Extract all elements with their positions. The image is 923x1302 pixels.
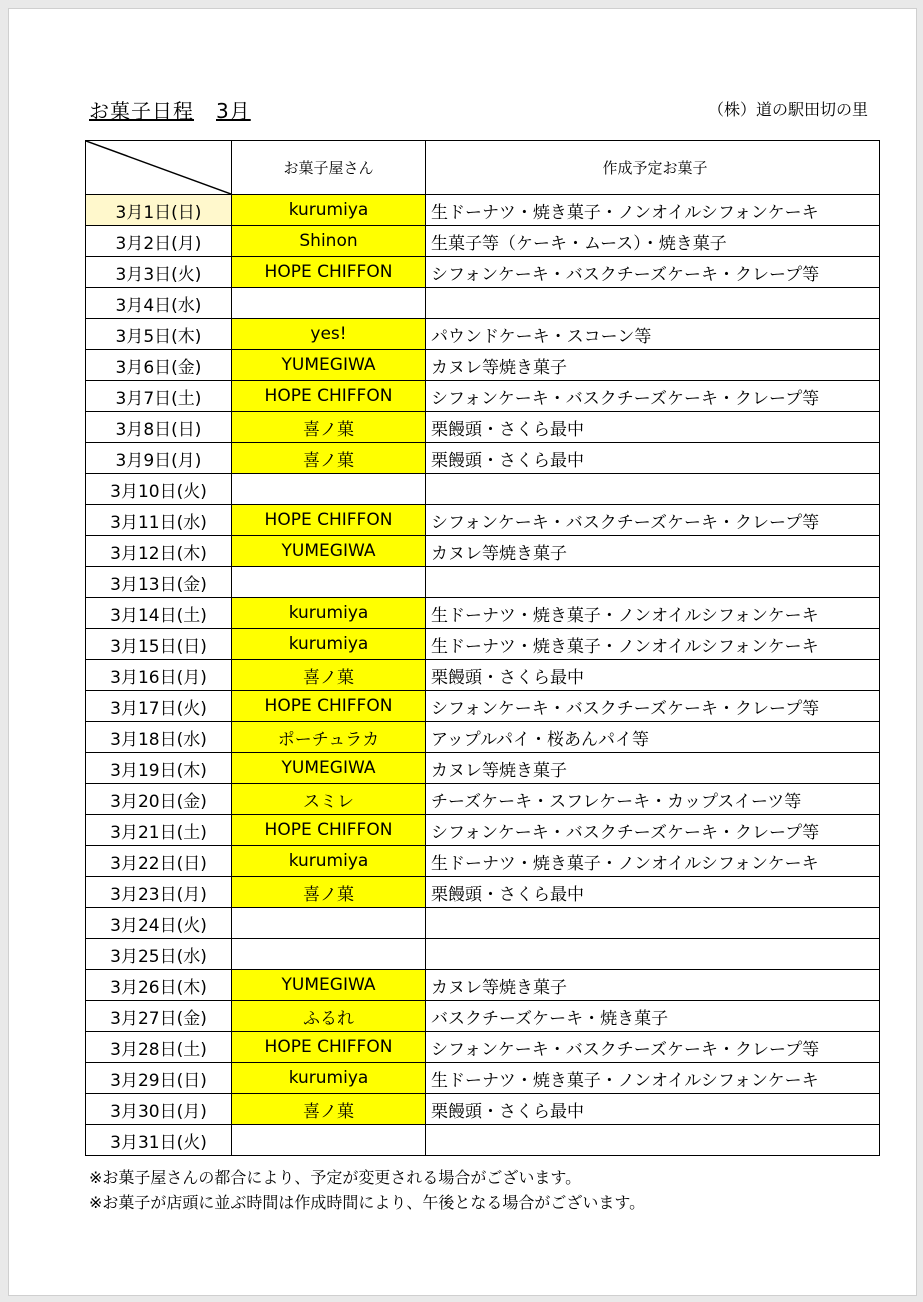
shop-cell xyxy=(232,1125,426,1156)
date-cell: 3月6日(金) xyxy=(86,350,232,381)
table-row xyxy=(86,567,880,598)
date-cell: 3月28日(土) xyxy=(86,1032,232,1063)
shop-cell: kurumiya xyxy=(232,1063,426,1094)
title-month: 3月 xyxy=(216,99,251,123)
items-cell: シフォンケーキ・バスクチーズケーキ・クレープ等 xyxy=(426,815,880,846)
date-cell: 3月3日(火) xyxy=(86,257,232,288)
items-cell: バスクチーズケーキ・焼き菓子 xyxy=(426,1001,880,1032)
date-cell: 3月19日(木) xyxy=(86,753,232,784)
header-shop: お菓子屋さん xyxy=(232,141,426,195)
items-cell xyxy=(426,474,880,505)
date-cell: 3月30日(月) xyxy=(86,1094,232,1125)
company-name: （株）道の駅田切の里 xyxy=(707,100,868,119)
items-cell: シフォンケーキ・バスクチーズケーキ・クレープ等 xyxy=(426,1032,880,1063)
table-row xyxy=(86,1125,880,1156)
shop-cell: スミレ xyxy=(232,784,426,815)
table-row xyxy=(86,288,880,319)
header-items: 作成予定お菓子 xyxy=(426,141,880,195)
date-cell: 3月20日(金) xyxy=(86,784,232,815)
shop-cell: YUMEGIWA xyxy=(232,350,426,381)
table-row xyxy=(86,412,880,443)
date-cell: 3月13日(金) xyxy=(86,567,232,598)
note-line: ※お菓子が店頭に並ぶ時間は作成時間により、午後となる場合がございます。 xyxy=(89,1193,646,1212)
document-page xyxy=(8,8,917,1296)
shop-cell: HOPE CHIFFON xyxy=(232,815,426,846)
table-row xyxy=(86,753,880,784)
date-cell: 3月14日(土) xyxy=(86,598,232,629)
table-row xyxy=(86,629,880,660)
shop-cell: YUMEGIWA xyxy=(232,970,426,1001)
table-row xyxy=(86,598,880,629)
date-cell: 3月2日(月) xyxy=(86,226,232,257)
shop-cell xyxy=(232,288,426,319)
date-cell: 3月27日(金) xyxy=(86,1001,232,1032)
date-cell: 3月10日(火) xyxy=(86,474,232,505)
table-row xyxy=(86,443,880,474)
table-row xyxy=(86,908,880,939)
shop-cell: ポーチュラカ xyxy=(232,722,426,753)
items-cell: 栗饅頭・さくら最中 xyxy=(426,412,880,443)
table-row xyxy=(86,381,880,412)
shop-cell: kurumiya xyxy=(232,195,426,226)
shop-cell: YUMEGIWA xyxy=(232,536,426,567)
items-cell: シフォンケーキ・バスクチーズケーキ・クレープ等 xyxy=(426,257,880,288)
table-row xyxy=(86,877,880,908)
date-cell: 3月5日(木) xyxy=(86,319,232,350)
items-cell xyxy=(426,939,880,970)
table-row xyxy=(86,257,880,288)
table-row xyxy=(86,1001,880,1032)
items-cell: カヌレ等焼き菓子 xyxy=(426,536,880,567)
date-cell: 3月24日(火) xyxy=(86,908,232,939)
date-cell: 3月11日(水) xyxy=(86,505,232,536)
shop-cell: HOPE CHIFFON xyxy=(232,381,426,412)
table-row xyxy=(86,350,880,381)
shop-cell xyxy=(232,474,426,505)
items-cell xyxy=(426,288,880,319)
date-cell: 3月22日(日) xyxy=(86,846,232,877)
title-text: お菓子日程 xyxy=(89,99,194,123)
date-cell: 3月4日(水) xyxy=(86,288,232,319)
table-row xyxy=(86,1063,880,1094)
items-cell: カヌレ等焼き菓子 xyxy=(426,753,880,784)
shop-cell: HOPE CHIFFON xyxy=(232,1032,426,1063)
table-row xyxy=(86,939,880,970)
date-cell: 3月31日(火) xyxy=(86,1125,232,1156)
table-row xyxy=(86,1094,880,1125)
date-cell: 3月21日(土) xyxy=(86,815,232,846)
table-header-row xyxy=(86,141,880,195)
items-cell: 生ドーナツ・焼き菓子・ノンオイルシフォンケーキ xyxy=(426,598,880,629)
table-row xyxy=(86,195,880,226)
shop-cell xyxy=(232,908,426,939)
items-cell: アップルパイ・桜あんパイ等 xyxy=(426,722,880,753)
diagonal-header-cell xyxy=(86,141,232,195)
shop-cell: HOPE CHIFFON xyxy=(232,691,426,722)
table-row xyxy=(86,970,880,1001)
shop-cell: kurumiya xyxy=(232,846,426,877)
items-cell: カヌレ等焼き菓子 xyxy=(426,350,880,381)
table-row xyxy=(86,722,880,753)
date-cell: 3月17日(火) xyxy=(86,691,232,722)
items-cell xyxy=(426,908,880,939)
shop-cell xyxy=(232,567,426,598)
date-cell: 3月7日(土) xyxy=(86,381,232,412)
date-cell: 3月16日(月) xyxy=(86,660,232,691)
table-row xyxy=(86,691,880,722)
date-cell: 3月15日(日) xyxy=(86,629,232,660)
table-row xyxy=(86,846,880,877)
items-cell: 生ドーナツ・焼き菓子・ノンオイルシフォンケーキ xyxy=(426,1063,880,1094)
table-row xyxy=(86,505,880,536)
shop-cell: 喜ノ菓 xyxy=(232,1094,426,1125)
items-cell: 栗饅頭・さくら最中 xyxy=(426,443,880,474)
date-cell: 3月9日(月) xyxy=(86,443,232,474)
items-cell xyxy=(426,1125,880,1156)
shop-cell: kurumiya xyxy=(232,598,426,629)
table-row xyxy=(86,784,880,815)
shop-cell: 喜ノ菓 xyxy=(232,412,426,443)
table-row xyxy=(86,1032,880,1063)
shop-cell: Shinon xyxy=(232,226,426,257)
items-cell: パウンドケーキ・スコーン等 xyxy=(426,319,880,350)
shop-cell: YUMEGIWA xyxy=(232,753,426,784)
items-cell: 栗饅頭・さくら最中 xyxy=(426,660,880,691)
items-cell: シフォンケーキ・バスクチーズケーキ・クレープ等 xyxy=(426,381,880,412)
date-cell: 3月12日(木) xyxy=(86,536,232,567)
items-cell: チーズケーキ・スフレケーキ・カップスイーツ等 xyxy=(426,784,880,815)
shop-cell: ふるれ xyxy=(232,1001,426,1032)
table-row xyxy=(86,319,880,350)
notes xyxy=(89,1165,645,1215)
items-cell xyxy=(426,567,880,598)
diagonal-line xyxy=(86,141,231,194)
schedule-table xyxy=(85,140,880,1156)
table-row xyxy=(86,815,880,846)
shop-cell: HOPE CHIFFON xyxy=(232,257,426,288)
date-cell: 3月1日(日) xyxy=(86,195,232,226)
items-cell: 生ドーナツ・焼き菓子・ノンオイルシフォンケーキ xyxy=(426,846,880,877)
items-cell: 生ドーナツ・焼き菓子・ノンオイルシフォンケーキ xyxy=(426,195,880,226)
items-cell: シフォンケーキ・バスクチーズケーキ・クレープ等 xyxy=(426,505,880,536)
shop-cell: 喜ノ菓 xyxy=(232,660,426,691)
items-cell: 生菓子等（ケーキ・ムース）・焼き菓子 xyxy=(426,226,880,257)
table-row xyxy=(86,660,880,691)
date-cell: 3月23日(月) xyxy=(86,877,232,908)
table-row xyxy=(86,226,880,257)
date-cell: 3月26日(木) xyxy=(86,970,232,1001)
shop-cell: kurumiya xyxy=(232,629,426,660)
shop-cell: 喜ノ菓 xyxy=(232,443,426,474)
date-cell: 3月29日(日) xyxy=(86,1063,232,1094)
items-cell: 栗饅頭・さくら最中 xyxy=(426,877,880,908)
date-cell: 3月18日(水) xyxy=(86,722,232,753)
shop-cell: 喜ノ菓 xyxy=(232,877,426,908)
page-title xyxy=(89,95,251,124)
shop-cell xyxy=(232,939,426,970)
shop-cell: HOPE CHIFFON xyxy=(232,505,426,536)
note-line: ※お菓子屋さんの都合により、予定が変更される場合がございます。 xyxy=(89,1168,582,1187)
date-cell: 3月25日(水) xyxy=(86,939,232,970)
table-row xyxy=(86,536,880,567)
table-row xyxy=(86,474,880,505)
items-cell: カヌレ等焼き菓子 xyxy=(426,970,880,1001)
date-cell: 3月8日(日) xyxy=(86,412,232,443)
shop-cell: yes! xyxy=(232,319,426,350)
items-cell: 栗饅頭・さくら最中 xyxy=(426,1094,880,1125)
items-cell: 生ドーナツ・焼き菓子・ノンオイルシフォンケーキ xyxy=(426,629,880,660)
items-cell: シフォンケーキ・バスクチーズケーキ・クレープ等 xyxy=(426,691,880,722)
